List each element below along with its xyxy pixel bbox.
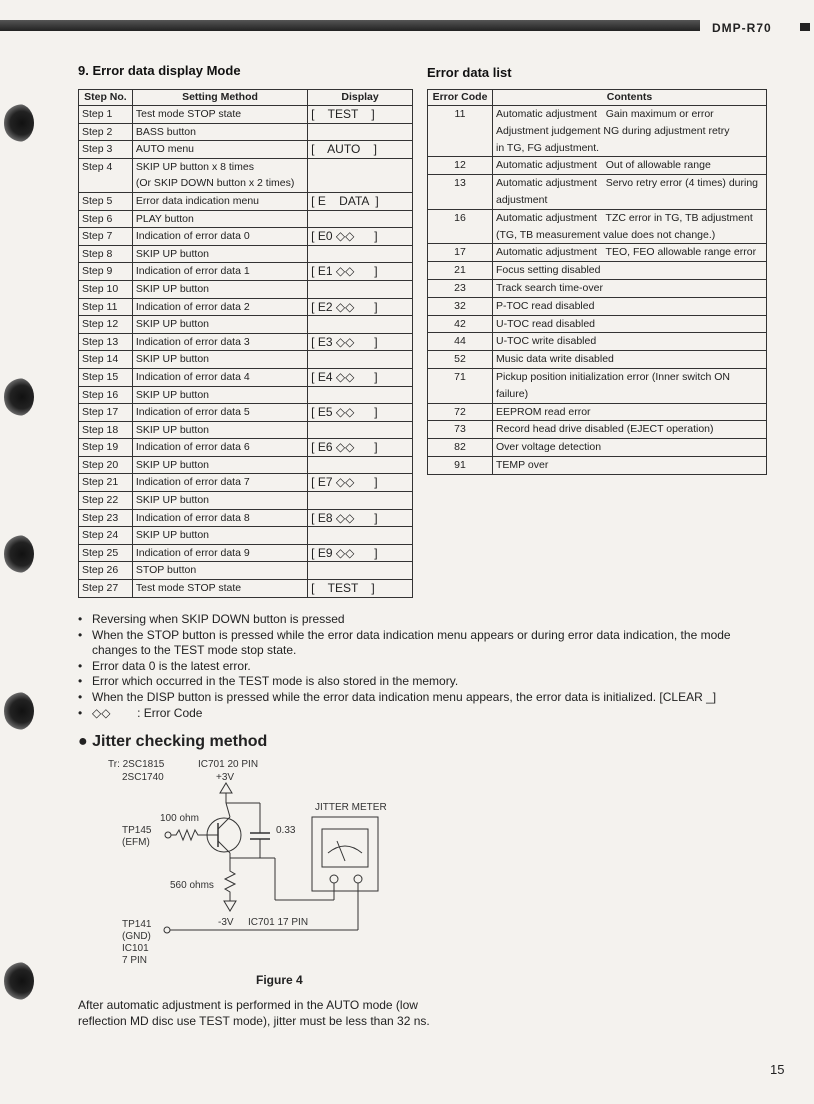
table-row xyxy=(428,421,767,439)
meter-terminal xyxy=(330,875,338,883)
binder-hole xyxy=(4,692,34,730)
step-method xyxy=(132,228,307,246)
col-header-step: Step No. xyxy=(79,90,133,106)
step-display: [ E1 ◇◇ ] xyxy=(308,263,413,281)
table-row xyxy=(428,262,767,280)
col-header-contents: Contents xyxy=(493,90,767,106)
error-code: 52 xyxy=(428,351,493,369)
error-code: 13 xyxy=(428,175,493,210)
error-contents xyxy=(493,351,767,369)
step-display xyxy=(308,492,413,510)
jitter-circuit-diagram xyxy=(100,755,440,970)
error-code: 32 xyxy=(428,297,493,315)
step-number: Step 14 xyxy=(79,351,133,369)
step-display xyxy=(308,456,413,474)
step-number: Step 5 xyxy=(79,192,133,210)
step-method-text: SKIP UP button xyxy=(135,388,210,401)
step-method-text: Indication of error data 5 xyxy=(135,406,250,419)
step-method-text: Indication of error data 9 xyxy=(135,546,250,559)
step-method-text: Indication of error data 2 xyxy=(135,300,250,313)
step-method xyxy=(132,404,307,422)
step-display xyxy=(308,527,413,545)
table-row xyxy=(428,244,767,262)
table-row xyxy=(79,263,413,281)
step-number: Step 15 xyxy=(79,368,133,386)
error-contents xyxy=(493,175,767,210)
step-method xyxy=(132,192,307,210)
step-display: [ TEST ] xyxy=(308,580,413,598)
diagram-tr-label2: 2SC1740 xyxy=(122,772,164,783)
step-display: [ AUTO ] xyxy=(308,141,413,159)
meter-face xyxy=(322,829,368,867)
diagram-efm: (EFM) xyxy=(122,837,150,848)
error-contents-line: EEPROM read error xyxy=(496,405,591,418)
step-method-text: SKIP UP button xyxy=(135,247,210,260)
step-method-text: SKIP UP button xyxy=(135,318,210,331)
errors-header-row xyxy=(428,90,767,106)
binder-hole xyxy=(4,535,34,573)
step-method-text: Indication of error data 6 xyxy=(135,441,250,454)
step-method xyxy=(132,245,307,263)
step-method xyxy=(132,316,307,334)
step-number: Step 16 xyxy=(79,386,133,404)
list-item: • Reversing when SKIP DOWN button is pressed xyxy=(78,612,778,628)
error-contents-line: Pickup position initialization error (Inner switch ON xyxy=(496,370,731,383)
diagram-meter-label: JITTER METER xyxy=(315,802,387,813)
col-header-method: Setting Method xyxy=(132,90,307,106)
step-display: [ E3 ◇◇ ] xyxy=(308,333,413,351)
error-contents-line: P-TOC read disabled xyxy=(496,299,595,312)
step-display: [ E7 ◇◇ ] xyxy=(308,474,413,492)
col-header-display: Display xyxy=(308,90,413,106)
figure-caption: Figure 4 xyxy=(256,973,303,987)
step-number: Step 4 xyxy=(79,158,133,192)
step-method-text: STOP button xyxy=(135,564,197,577)
step-number: Step 1 xyxy=(79,106,133,124)
diagram-ic-top: IC701 20 PIN xyxy=(198,759,259,770)
step-method-text: Indication of error data 8 xyxy=(135,511,250,524)
step-number: Step 22 xyxy=(79,492,133,510)
step-number: Step 24 xyxy=(79,527,133,545)
table-row xyxy=(79,228,413,246)
table-row xyxy=(79,192,413,210)
step-number: Step 6 xyxy=(79,210,133,228)
step-method-text: SKIP UP button xyxy=(135,353,210,366)
table-row xyxy=(428,175,767,210)
table-row xyxy=(428,439,767,457)
step-method xyxy=(132,263,307,281)
step-method xyxy=(132,580,307,598)
error-contents-line: Music data write disabled xyxy=(496,353,614,366)
step-number: Step 19 xyxy=(79,439,133,457)
error-contents xyxy=(493,157,767,175)
error-contents xyxy=(493,368,767,403)
supply-arrow-icon xyxy=(220,783,232,793)
resistor-icon xyxy=(171,830,218,840)
error-contents-line: Automatic adjustment Gain maximum or error xyxy=(496,108,714,120)
table-row xyxy=(79,298,413,316)
step-method xyxy=(132,509,307,527)
step-number: Step 17 xyxy=(79,404,133,422)
step-display: [ E8 ◇◇ ] xyxy=(308,509,413,527)
table-row xyxy=(428,368,767,403)
diagram-tr-label1: Tr: 2SC1815 xyxy=(108,759,165,770)
list-item: • Error data 0 is the latest error. xyxy=(78,659,778,675)
table-row xyxy=(428,209,767,244)
step-number: Step 3 xyxy=(79,141,133,159)
error-code: 16 xyxy=(428,209,493,244)
error-contents-line: (TG, TB measurement value does not change.) xyxy=(496,228,716,241)
step-method-text: Indication of error data 3 xyxy=(135,335,250,348)
error-contents xyxy=(493,297,767,315)
diagram-plus3v: +3V xyxy=(216,772,235,783)
error-contents-line: U-TOC read disabled xyxy=(496,317,596,330)
step-method-text: Test mode STOP state xyxy=(135,582,242,595)
step-number: Step 9 xyxy=(79,263,133,281)
table-row xyxy=(79,141,413,159)
list-item: • ◇◇ : Error Code xyxy=(78,706,778,722)
error-contents xyxy=(493,315,767,333)
supply-arrow-icon xyxy=(224,901,236,911)
error-contents xyxy=(493,209,767,244)
step-number: Step 25 xyxy=(79,544,133,562)
step-method-text: SKIP UP button xyxy=(135,458,210,471)
table-row xyxy=(79,456,413,474)
table-row xyxy=(79,474,413,492)
step-display: [ E9 ◇◇ ] xyxy=(308,544,413,562)
diagram-r560: 560 ohms xyxy=(170,880,214,891)
table-row xyxy=(428,456,767,474)
step-method xyxy=(132,474,307,492)
step-display: [ E6 ◇◇ ] xyxy=(308,439,413,457)
step-method-text: AUTO menu xyxy=(135,143,195,156)
list-item: • Error which occurred in the TEST mode is also stored in the memory. xyxy=(78,674,778,690)
step-method xyxy=(132,386,307,404)
error-contents-line: Record head drive disabled (EJECT operation) xyxy=(496,423,714,436)
diagram-tp141: TP141 xyxy=(122,919,152,930)
step-method xyxy=(132,333,307,351)
table-row xyxy=(428,333,767,351)
step-display xyxy=(308,245,413,263)
diagram-ic-bottom: IC701 17 PIN xyxy=(248,917,309,928)
step-method xyxy=(132,562,307,580)
step-method-text: SKIP UP button xyxy=(135,494,210,507)
diagram-cap: 0.33 xyxy=(276,825,296,836)
error-code: 71 xyxy=(428,368,493,403)
error-contents-line: Automatic adjustment Out of allowable range xyxy=(496,159,711,172)
step-display xyxy=(308,316,413,334)
table-row xyxy=(79,158,413,192)
step-display xyxy=(308,158,413,192)
step-method-text: Indication of error data 7 xyxy=(135,476,250,489)
error-contents-line: adjustment xyxy=(496,193,548,206)
table-row xyxy=(428,279,767,297)
step-number: Step 23 xyxy=(79,509,133,527)
meter-terminal xyxy=(354,875,362,883)
table-row xyxy=(79,210,413,228)
step-method-text: Test mode STOP state xyxy=(135,108,242,120)
step-method xyxy=(132,492,307,510)
step-method-text: PLAY button xyxy=(135,212,194,225)
error-code: 44 xyxy=(428,333,493,351)
test-point-icon xyxy=(164,927,170,933)
errors-table xyxy=(427,89,767,475)
diagram-pin7: 7 PIN xyxy=(122,955,148,966)
error-contents xyxy=(493,403,767,421)
error-contents-line: failure) xyxy=(496,387,529,400)
error-contents xyxy=(493,456,767,474)
step-method-text: BASS button xyxy=(135,125,196,138)
table-row xyxy=(79,106,413,124)
jitter-title: ● Jitter checking method xyxy=(78,733,268,750)
step-number: Step 11 xyxy=(79,298,133,316)
table-row xyxy=(428,351,767,369)
table-row xyxy=(428,315,767,333)
meter-needle-icon xyxy=(337,841,345,861)
step-method-text: SKIP UP button xyxy=(135,282,210,295)
step-method xyxy=(132,123,307,141)
notes-list xyxy=(78,612,778,721)
model-label: DMP-R70 xyxy=(712,21,772,35)
error-contents xyxy=(493,421,767,439)
table-row xyxy=(79,333,413,351)
step-method xyxy=(132,298,307,316)
table-row xyxy=(79,580,413,598)
error-contents-line: Automatic adjustment Servo retry error (4 times) during xyxy=(496,177,759,190)
table-row xyxy=(428,297,767,315)
error-contents-line: TEMP over xyxy=(496,458,549,471)
error-code: 12 xyxy=(428,157,493,175)
step-display xyxy=(308,421,413,439)
header-block xyxy=(800,23,810,31)
error-contents-line: Focus setting disabled xyxy=(496,264,601,277)
step-method xyxy=(132,280,307,298)
table-row xyxy=(79,351,413,369)
step-method-text: Indication of error data 1 xyxy=(135,265,250,278)
error-code: 91 xyxy=(428,456,493,474)
meter-scale xyxy=(328,846,362,853)
table-row xyxy=(79,544,413,562)
step-display xyxy=(308,280,413,298)
error-code: 72 xyxy=(428,403,493,421)
list-item: • When the DISP button is pressed while the error data indication menu appears, the error data is initialized. [CLEAR _] xyxy=(78,690,778,706)
step-method xyxy=(132,439,307,457)
steps-title: 9. Error data display Mode xyxy=(78,63,241,78)
step-number: Step 8 xyxy=(79,245,133,263)
step-method xyxy=(132,544,307,562)
step-number: Step 20 xyxy=(79,456,133,474)
step-method-text: Error data indication menu xyxy=(135,194,260,207)
step-number: Step 7 xyxy=(79,228,133,246)
col-header-code: Error Code xyxy=(428,90,493,106)
table-row xyxy=(428,106,767,157)
step-method-text: SKIP UP button xyxy=(135,529,210,542)
table-row xyxy=(428,157,767,175)
table-row xyxy=(79,123,413,141)
step-display: [ E2 ◇◇ ] xyxy=(308,298,413,316)
table-row xyxy=(79,562,413,580)
step-method xyxy=(132,158,307,192)
table-row xyxy=(79,421,413,439)
step-display xyxy=(308,123,413,141)
table-row xyxy=(79,509,413,527)
step-method-text: SKIP UP button xyxy=(135,423,210,436)
error-code: 73 xyxy=(428,421,493,439)
error-contents xyxy=(493,333,767,351)
step-method xyxy=(132,351,307,369)
error-contents xyxy=(493,439,767,457)
error-contents-line: in TG, FG adjustment. xyxy=(496,141,600,154)
jitter-requirement-text: After automatic adjustment is performed in the AUTO mode (low reflection MD disc use TEST mode), jitter must be less than 32 ns. xyxy=(78,998,430,1028)
wire xyxy=(226,803,230,817)
step-method-text: Indication of error data 0 xyxy=(135,230,250,243)
error-contents xyxy=(493,106,767,157)
table-row xyxy=(79,492,413,510)
error-contents-line: Over voltage detection xyxy=(496,441,602,454)
step-method xyxy=(132,141,307,159)
page-number: 15 xyxy=(770,1062,785,1077)
step-display: [ TEST ] xyxy=(308,106,413,124)
error-contents-line: Automatic adjustment TEO, FEO allowable range error xyxy=(496,246,757,259)
step-number: Step 10 xyxy=(79,280,133,298)
error-contents xyxy=(493,244,767,262)
diagram-gnd: (GND) xyxy=(122,931,151,942)
error-code: 42 xyxy=(428,315,493,333)
test-point-icon xyxy=(165,832,171,838)
step-method xyxy=(132,210,307,228)
step-display xyxy=(308,351,413,369)
binder-hole xyxy=(4,104,34,142)
step-number: Step 18 xyxy=(79,421,133,439)
step-method xyxy=(132,527,307,545)
step-display: [ E5 ◇◇ ] xyxy=(308,404,413,422)
step-method xyxy=(132,456,307,474)
step-number: Step 12 xyxy=(79,316,133,334)
error-contents-line: Adjustment judgement NG during adjustment retry xyxy=(496,124,730,137)
step-display xyxy=(308,562,413,580)
table-row xyxy=(79,439,413,457)
step-number: Step 21 xyxy=(79,474,133,492)
step-display xyxy=(308,386,413,404)
table-row xyxy=(79,316,413,334)
error-code: 17 xyxy=(428,244,493,262)
table-row xyxy=(79,368,413,386)
steps-header-row xyxy=(79,90,413,106)
error-code: 23 xyxy=(428,279,493,297)
errors-title: Error data list xyxy=(427,65,512,80)
step-method xyxy=(132,106,307,124)
diagram-tp145: TP145 xyxy=(122,825,152,836)
step-number: Step 2 xyxy=(79,123,133,141)
step-method xyxy=(132,421,307,439)
step-number: Step 13 xyxy=(79,333,133,351)
step-display xyxy=(308,210,413,228)
error-code: 21 xyxy=(428,262,493,280)
step-display: [ E4 ◇◇ ] xyxy=(308,368,413,386)
binder-hole xyxy=(4,378,34,416)
error-contents-line: Track search time-over xyxy=(496,281,603,294)
diagram-r100: 100 ohm xyxy=(160,813,199,824)
error-code: 11 xyxy=(428,106,493,157)
table-row xyxy=(79,280,413,298)
resistor-icon xyxy=(225,867,235,901)
steps-table xyxy=(78,89,413,598)
error-contents-line: Automatic adjustment TZC error in TG, TB adjustment xyxy=(496,211,753,224)
step-method-text: (Or SKIP DOWN button x 2 times) xyxy=(135,177,295,190)
error-code: 82 xyxy=(428,439,493,457)
diagram-minus3v: -3V xyxy=(218,917,234,928)
table-row xyxy=(79,404,413,422)
table-row xyxy=(428,403,767,421)
step-number: Step 26 xyxy=(79,562,133,580)
step-number: Step 27 xyxy=(79,580,133,598)
error-contents xyxy=(493,279,767,297)
step-method-text: Indication of error data 4 xyxy=(135,370,250,383)
step-method xyxy=(132,368,307,386)
header-band xyxy=(0,20,700,31)
step-display: [ E DATA ] xyxy=(308,192,413,210)
step-display: [ E0 ◇◇ ] xyxy=(308,228,413,246)
error-contents xyxy=(493,262,767,280)
table-row xyxy=(79,245,413,263)
table-row xyxy=(79,386,413,404)
step-method-text: SKIP UP button x 8 times xyxy=(135,160,254,173)
table-row xyxy=(79,527,413,545)
error-contents-line: U-TOC write disabled xyxy=(496,335,597,348)
binder-hole xyxy=(4,962,34,1000)
list-item: • When the STOP button is pressed while the error data indication menu appears or during error data indication, the mode changes to the TEST mode stop state. xyxy=(78,628,778,659)
diagram-ic101: IC101 xyxy=(122,943,149,954)
